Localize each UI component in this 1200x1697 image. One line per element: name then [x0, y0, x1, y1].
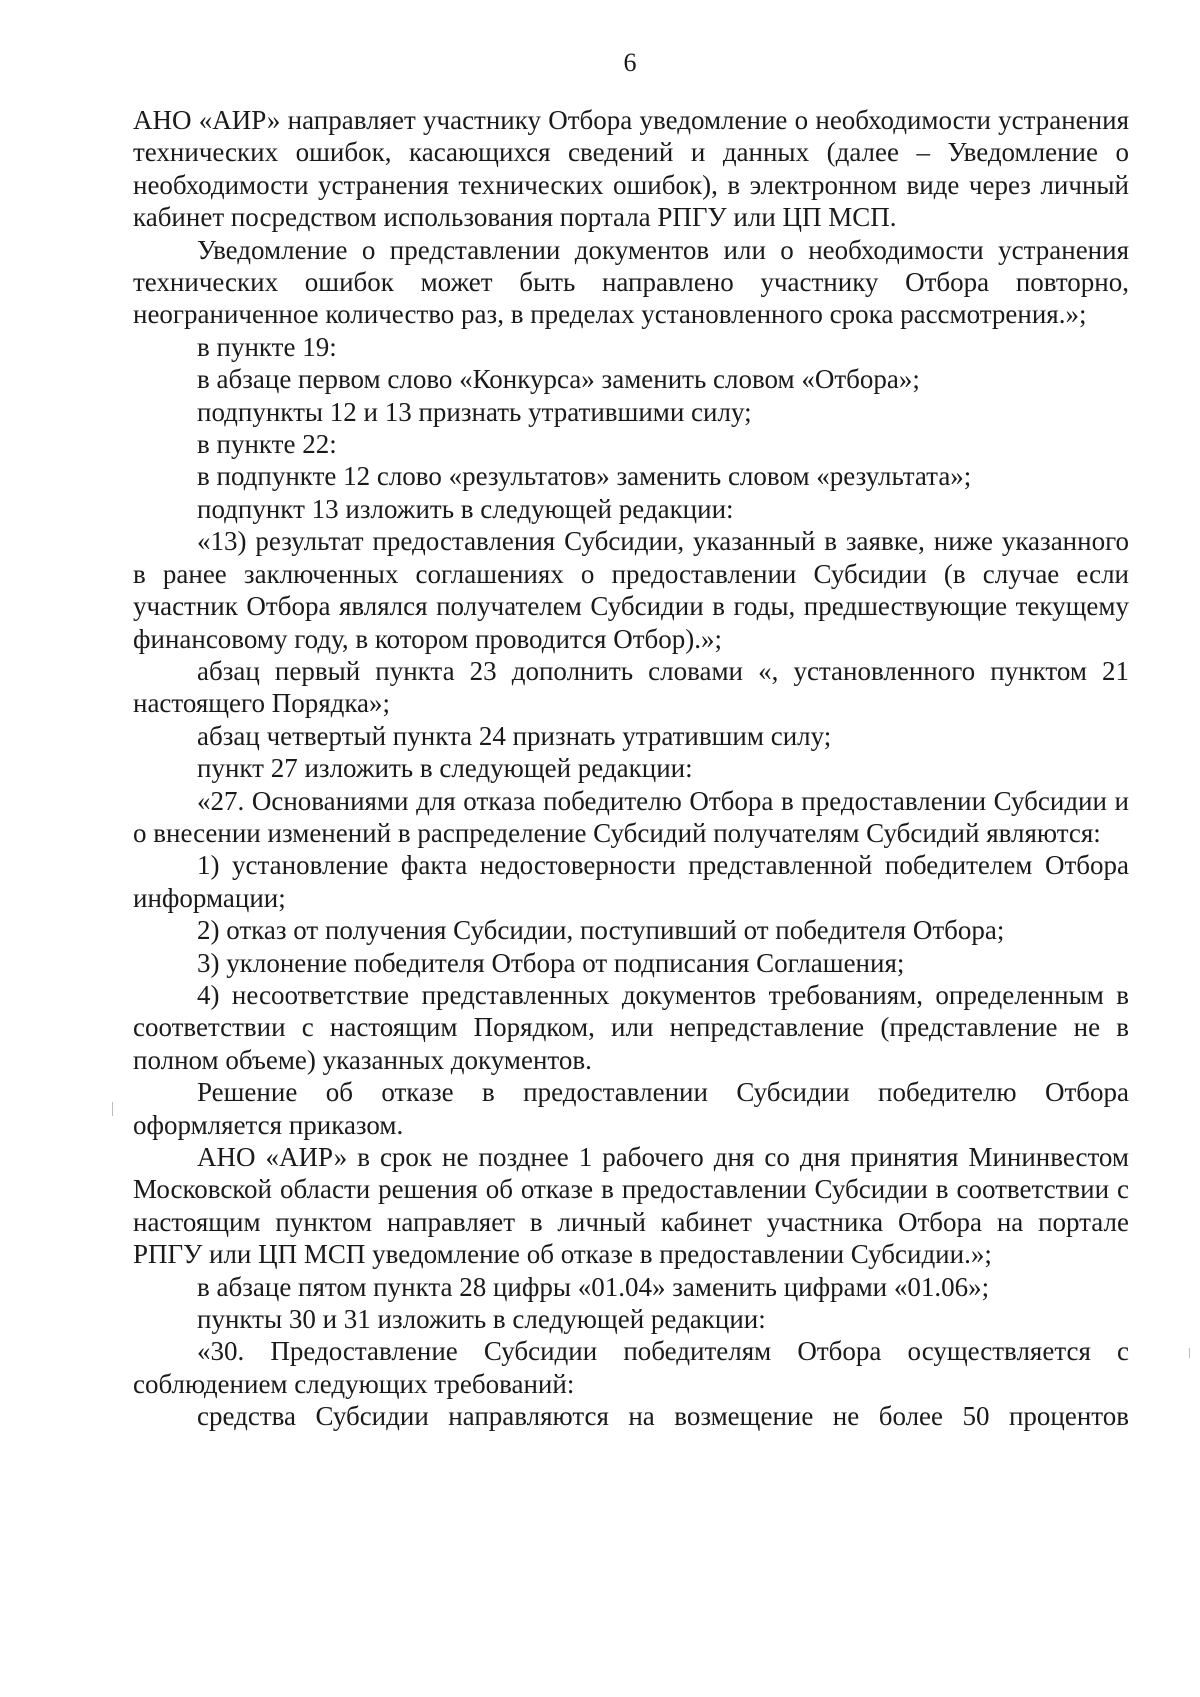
scan-artifact-mark [1189, 1348, 1190, 1358]
paragraph: в подпункте 12 слово «результатов» заменить словом «результата»; [197, 461, 972, 492]
paragraph: в пункте 19: [197, 331, 337, 362]
paragraph: «27. Основаниями для отказа победителю Отбора в предоставлении Субсидии и о внесении изменений в распределение Субсидий получателям Субсидий являются: [133, 785, 1129, 848]
list-item: 1) установление факта недостоверности представленной победителем Отбора информации; [133, 850, 1129, 913]
paragraph: подпункт 13 изложить в следующей редакции: [197, 493, 734, 524]
paragraph: АНО «АИР» в срок не позднее 1 рабочего дня со дня принятия Мининвестом Московской области решения об отказе в предоставлении Субсидии в соответствии с настоящим пунктом направляет в личный кабинет участника Отбора на портале РПГУ или ЦП МСП уведомление об отказе в предоставлении Субсидии.»; [133, 1142, 1129, 1270]
document-body [133, 104, 1129, 1433]
paragraph: Решение об отказе в предоставлении Субсидии победителю Отбора оформляется приказом. [133, 1077, 1129, 1140]
paragraph: АНО «АИР» направляет участнику Отбора уведомление о необходимости устранения технических ошибок, касающихся сведений и данных (далее – Уведомление о необходимости устранения технических ошибок), в электронном виде через личный кабинет посредством использования портала РПГУ или ЦП МСП. [133, 105, 1129, 233]
paragraph: в пункте 22: [197, 429, 337, 460]
paragraph: абзац первый пункта 23 дополнить словами «, установленного пунктом 21 настоящего Порядка»; [133, 655, 1129, 719]
list-item: 3) уклонение победителя Отбора от подписания Соглашения; [197, 947, 905, 978]
paragraph: подпункты 12 и 13 признать утратившими силу; [197, 396, 752, 427]
page-number: 6 [623, 48, 637, 77]
paragraph: в абзаце пятом пункта 28 цифры «01.04» заменить цифрами «01.06»; [197, 1271, 990, 1302]
paragraph: абзац четвертый пункта 24 признать утратившим силу; [197, 720, 832, 751]
paragraph: пункт 27 изложить в следующей редакции: [197, 753, 693, 784]
paragraph: в абзаце первом слово «Конкурса» заменить словом «Отбора»; [197, 364, 920, 395]
paragraph: средства Субсидии направляются на возмещение не более 50 процентов [197, 1401, 1129, 1432]
paragraph: пункты 30 и 31 изложить в следующей редакции: [197, 1304, 766, 1335]
scan-artifact-mark [112, 1102, 113, 1116]
paragraph: «13) результат предоставления Субсидии, указанный в заявке, ниже указанного в ранее заключенных соглашениях о предоставлении Субсидии (в случае если участник Отбора являлся получателем Субсидии в годы, предшествующие текущему финансовому году, в котором проводится Отбор).»; [133, 526, 1129, 654]
list-item: 2) отказ от получения Субсидии, поступивший от победителя Отбора; [197, 915, 1005, 946]
paragraph: Уведомление о представлении документов или о необходимости устранения технических ошибок может быть направлено участнику Отбора повторно, неограниченное количество раз, в пределах установленного срока рассмотрения.»; [133, 234, 1129, 330]
paragraph: «30. Предоставление Субсидии победителям Отбора осуществляется с соблюдением следующих требований: [133, 1336, 1129, 1399]
list-item: 4) несоответствие представленных документов требованиям, определенным в соответствии с настоящим Порядком, или непредставление (представление не в полном объеме) указанных документов. [133, 979, 1129, 1075]
